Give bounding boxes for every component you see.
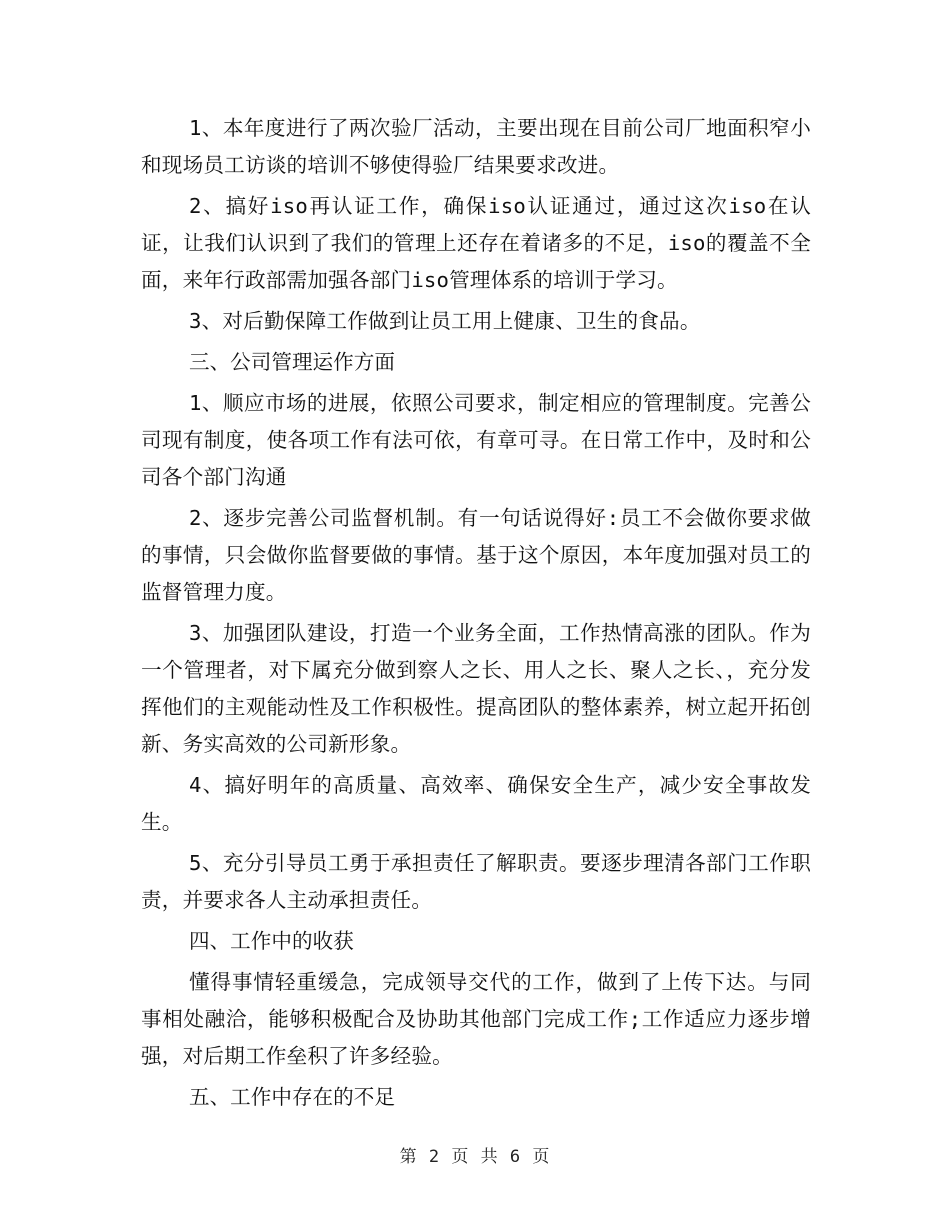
paragraph-9: 懂得事情轻重缓急，完成领导交代的工作，做到了上传下达。与同事相处融洽，能够积极配合及协助其他部门完成工作;工作适应力逐步增强，对后期工作垒积了许多经验。 xyxy=(141,970,811,1068)
page-number-footer: 第 2 页 共 6 页 xyxy=(399,1147,551,1167)
section-heading-4: 四、工作中的收获 xyxy=(189,929,354,953)
paragraph-1: 1、本年度进行了两次验厂活动，主要出现在目前公司厂地面积窄小和现场员工访谈的培训不够使得验厂结果要求改进。 xyxy=(141,116,811,177)
document-body xyxy=(141,110,811,1120)
paragraph-3: 3、对后勤保障工作做到让员工用上健康、卫生的食品。 xyxy=(189,309,701,333)
paragraph-8: 5、充分引导员工勇于承担责任了解职责。要逐步理清各部门工作职责，并要求各人主动承担责任。 xyxy=(141,851,811,912)
paragraph-6: 3、加强团队建设，打造一个业务全面，工作热情高涨的团队。作为一个管理者，对下属充分做到察人之长、用人之长、聚人之长、，充分发挥他们的主观能动性及工作积极性。提高团队的整体素养，树立起开拓创新、务实高效的公司新形象。 xyxy=(141,621,811,756)
section-heading-5: 五、工作中存在的不足 xyxy=(189,1085,395,1109)
paragraph-7: 4、搞好明年的高质量、高效率、确保安全生产，减少安全事故发生。 xyxy=(141,773,811,834)
section-heading-3: 三、公司管理运作方面 xyxy=(189,350,395,374)
paragraph-4: 1、顺应市场的进展，依照公司要求，制定相应的管理制度。完善公司现有制度，使各项工作有法可依，有章可寻。在日常工作中，及时和公司各个部门沟通 xyxy=(141,391,811,489)
paragraph-2: 2、搞好iso再认证工作，确保iso认证通过，通过这次iso在认证，让我们认识到了我们的管理上还存在着诸多的不足，iso的覆盖不全面，来年行政部需加强各部门iso管理体系的培训于学习。 xyxy=(141,194,811,292)
paragraph-5: 2、逐步完善公司监督机制。有一句话说得好:员工不会做你要求做的事情，只会做你监督要做的事情。基于这个原因，本年度加强对员工的监督管理力度。 xyxy=(141,506,811,604)
